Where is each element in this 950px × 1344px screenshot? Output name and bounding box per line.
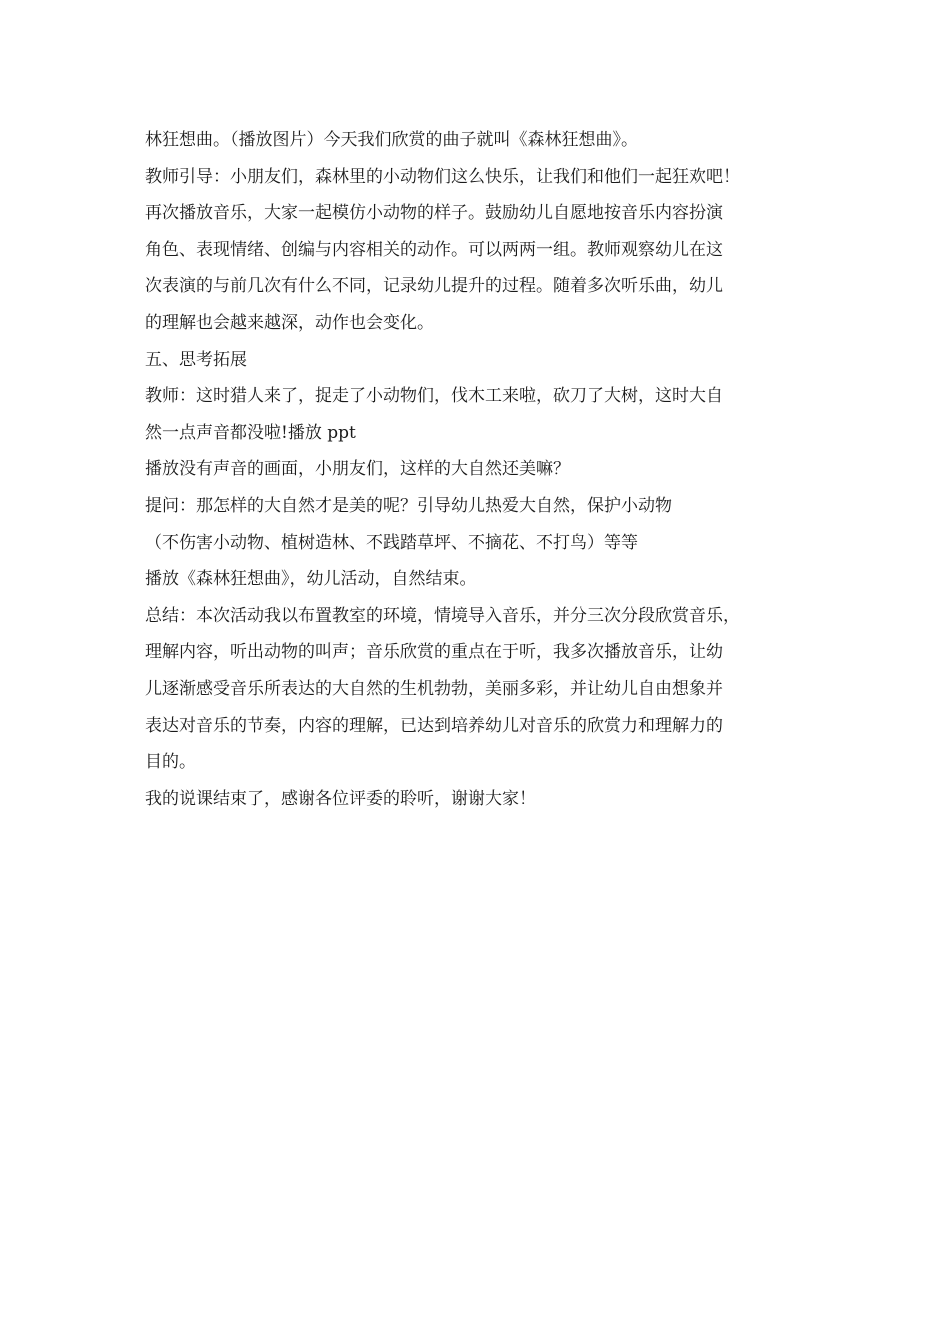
text-line: 教师：这时猎人来了，捉走了小动物们，伐木工来啦，砍刀了大树，这时大自 <box>145 386 723 407</box>
text-line: 然一点声音都没啦!播放 ppt <box>145 422 356 443</box>
text-line: 的理解也会越来越深，动作也会变化。 <box>145 312 434 333</box>
text-line: 教师引导：小朋友们，森林里的小动物们这么快乐，让我们和他们一起狂欢吧！ <box>145 166 740 187</box>
text-line: 儿逐渐感受音乐所表达的大自然的生机勃勃，美丽多彩，并让幼儿自由想象并 <box>145 678 723 699</box>
text-line: 我的说课结束了，感谢各位评委的聆听，谢谢大家！ <box>145 788 536 809</box>
text-line: 林狂想曲。（播放图片）今天我们欣赏的曲子就叫《森林狂想曲》。 <box>145 130 638 150</box>
document-body <box>145 122 835 817</box>
text-line: 总结：本次活动我以布置教室的环境，情境导入音乐，并分三次分段欣赏音乐， <box>145 605 740 626</box>
text-line: 表达对音乐的节奏，内容的理解，已达到培养幼儿对音乐的欣赏力和理解力的 <box>145 715 723 736</box>
text-line: 理解内容，听出动物的叫声；音乐欣赏的重点在于听，我多次播放音乐，让幼 <box>145 642 723 663</box>
text-line: 播放没有声音的画面，小朋友们，这样的大自然还美嘛？ <box>145 459 570 480</box>
text-line: 播放《森林狂想曲》，幼儿活动，自然结束。 <box>145 569 477 590</box>
text-line: 提问：那怎样的大自然才是美的呢？引导幼儿热爱大自然，保护小动物 <box>145 495 672 516</box>
text-line: （不伤害小动物、植树造林、不践踏草坪、不摘花、不打鸟）等等 <box>145 532 638 553</box>
text-line: 次表演的与前几次有什么不同，记录幼儿提升的过程。随着多次听乐曲，幼儿 <box>145 276 723 297</box>
text-line: 角色、表现情绪、创编与内容相关的动作。可以两两一组。教师观察幼儿在这 <box>145 239 723 260</box>
text-line: 再次播放音乐，大家一起模仿小动物的样子。鼓励幼儿自愿地按音乐内容扮演 <box>145 203 723 224</box>
text-line: 目的。 <box>145 752 196 773</box>
section-heading: 五、思考拓展 <box>145 349 247 370</box>
